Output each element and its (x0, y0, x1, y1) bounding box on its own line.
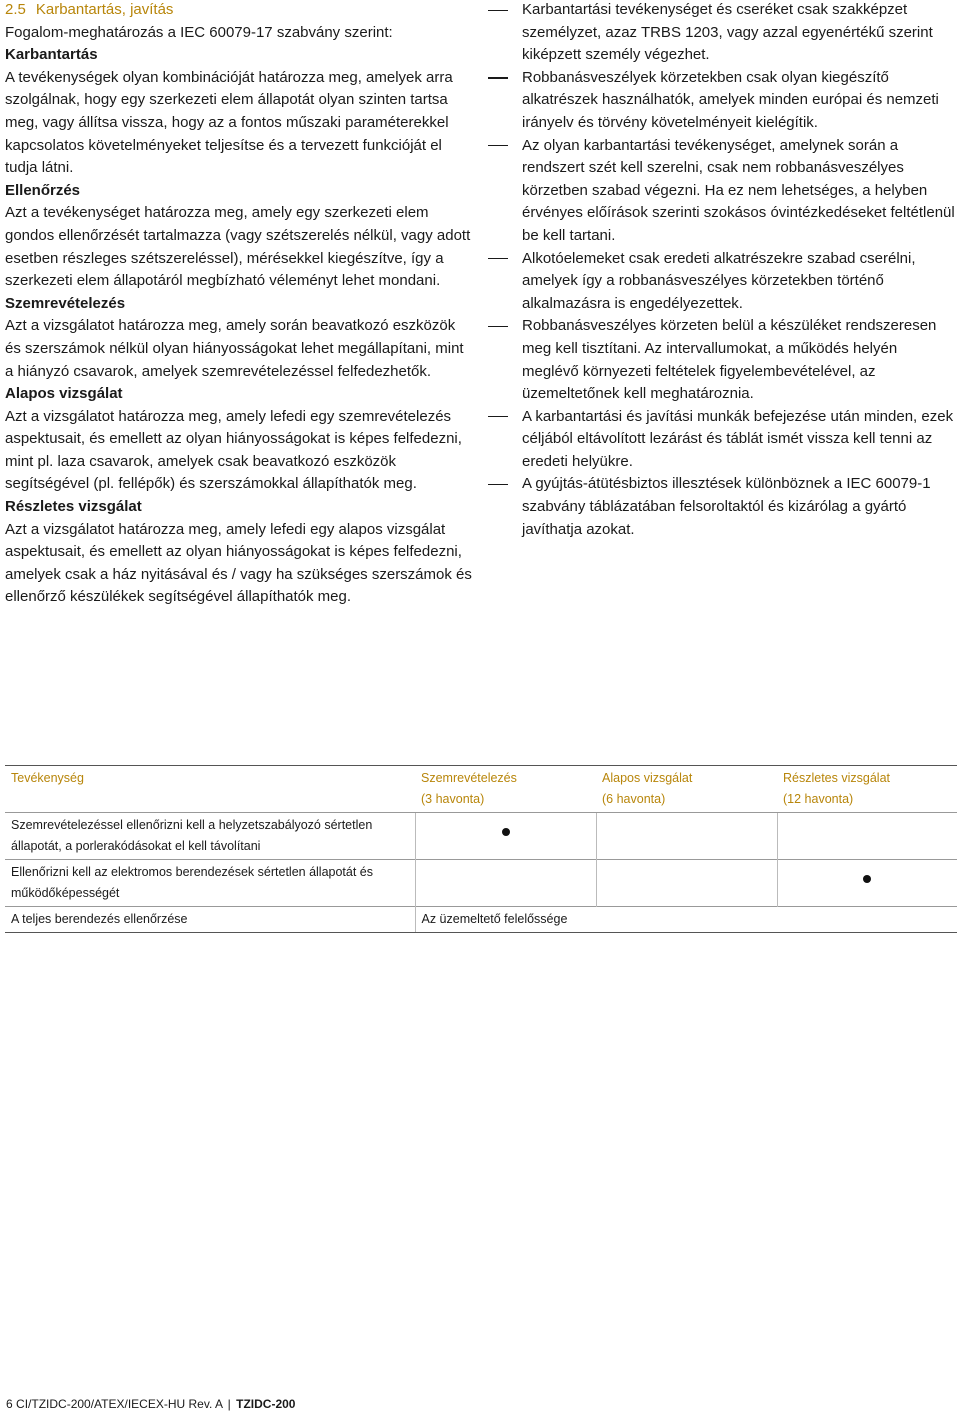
heading-karbantartas: Karbantartás (5, 46, 98, 64)
header-activity: Tevékenység (5, 766, 415, 813)
bullet-text: A karbantartási és javítási munkák befejezése után minden, ezek céljából eltávolított lezárást és táblát ismét vissza kell tenni az eredeti helyükre. (522, 407, 954, 470)
activity-cell: Ellenőrizni kell az elektromos berendezések sértetlen állapotát és működőképességét (5, 860, 415, 907)
responsibility-cell: Az üzemeltető felelőssége (415, 907, 957, 933)
mark-cell (596, 813, 777, 860)
maintenance-table (5, 765, 957, 933)
product-name: TZIDC-200 (236, 1397, 296, 1411)
bullet-text: Karbantartási tevékenységet és cseréket csak szakképzet személyzet, azaz TRBS 1203, vagy azzal egyenértékű szerint kiképzett személy végezhet. (522, 1, 933, 64)
heading-ellenorzes: Ellenőrzés (5, 181, 81, 199)
activity-cell: Szemrevételezéssel ellenőrizni kell a helyzetszabályozó sértetlen állapotát, a porlerakódásokat el kell távolítani (5, 813, 415, 860)
paragraph-szemrevetelezes: Azt a vizsgálatot határozza meg, amely során beavatkozó eszközök és szerszámok nélkül olyan hiányosságokat lehet megállapítani, mint a hiányzó csavarok, amelyek szemrevételezéssel felfedezhetők. (5, 317, 464, 380)
activity-cell: A teljes berendezés ellenőrzése (5, 907, 415, 933)
bullet-item (488, 67, 956, 135)
heading-reszletes-vizsgalat: Részletes vizsgálat (5, 498, 142, 516)
page-footer (6, 1396, 295, 1412)
dash-icon (488, 473, 522, 485)
header-visual-inspection: Szemrevételezés (3 havonta) (415, 766, 596, 813)
section-title-text: Karbantartás, javítás (35, 1, 174, 18)
mark-cell (596, 860, 777, 907)
bullet-item (488, 473, 956, 541)
table-row (5, 907, 957, 933)
page-number: 6 (6, 1397, 13, 1411)
paragraph-karbantartas: A tevékenységek olyan kombinációját határozza meg, amelyek arra szolgálnak, hogy egy szerkezeti elem állapotát olyan szinten tartsa meg, vagy állítsa vissza, hogy az a fontos műszaki paraméterekkel kapcsolatos követelményeket teljesítse és a tervezett funkcióját el tudja látni. (5, 68, 453, 177)
mark-cell (777, 813, 957, 860)
dash-icon (488, 406, 522, 418)
mark-cell (777, 860, 957, 907)
header-close-inspection: Alapos vizsgálat (6 havonta) (596, 766, 777, 813)
mark-cell (415, 860, 596, 907)
bullet-text: Alkotóelemeket csak eredeti alkatrészekre szabad cserélni, amelyek így a robbanásveszélyes körzetekben történő alkalmazásra is engedélyezettek. (522, 249, 916, 312)
left-column (5, 0, 475, 609)
dash-icon (488, 248, 522, 260)
dash-icon (488, 67, 522, 79)
paragraph-ellenorzes: Azt a tevékenységet határozza meg, amely egy szerkezeti elem gondos ellenőrzését tartalmazza (vagy szétszerelés nélkül, vagy adott esetben részleges szétszereléssel), mérésekkel kiegészítve, így a szerkezeti elem állapotáról megbízható véleményt lehet mondani. (5, 204, 471, 290)
bullet-dot-icon (863, 875, 871, 883)
dash-icon (488, 0, 522, 11)
document-id: CI/TZIDC-200/ATEX/IECEX-HU Rev. A (16, 1397, 223, 1411)
bullet-item (488, 0, 956, 67)
bullet-item (488, 315, 956, 405)
bullet-dot-icon (502, 828, 510, 836)
section-title (5, 0, 475, 22)
heading-szemrevetelezes: Szemrevételezés (5, 294, 126, 312)
header-detailed-inspection: Részletes vizsgálat (12 havonta) (777, 766, 957, 813)
paragraph-alapos-vizsgalat: Azt a vizsgálatot határozza meg, amely lefedi egy szemrevételezés aspektusait, és emellett az olyan hiányosságokat is képes felfedezni, mint pl. laza csavarok, amelyek csak beavatkozó eszközök segítségével (pl. fellépők) és szerszámokkal állapíthatók meg. (5, 407, 462, 493)
bullet-text: Az olyan karbantartási tevékenységet, amelynek során a rendszert szét kell szerelni, csak nem robbanásveszélyes körzetben szabad végezni. Ha ez nem lehetséges, a helyben érvényes előírások szerinti szokásos óvintézkedéseket feltétlenül be kell tartani. (522, 136, 955, 244)
bullet-item (488, 406, 956, 474)
dash-icon (488, 135, 522, 147)
bullet-item (488, 135, 956, 248)
paragraph-reszletes-vizsgalat: Azt a vizsgálatot határozza meg, amely lefedi egy alapos vizsgálat aspektusait, és emellett az olyan hiányosságokat is képes felfedezni, amelyek csak a ház nyitásával és / vagy ha szükséges szerszámok és ellenőrző készülékek segítségével állapíthatók meg. (5, 520, 472, 606)
footer-separator: | (227, 1397, 231, 1411)
bullet-text: Robbanásveszélyes körzeten belül a készüléket rendszeresen meg kell tisztítani. Az intervallumokat, a működés helyén meglévő környezeti feltételek figyelembevételével, az üzemeltetőnek kell meghatároznia. (522, 317, 937, 403)
section-number: 2.5 (5, 1, 26, 18)
bullet-item (488, 248, 956, 316)
right-column (488, 0, 956, 541)
bullet-text: A gyújtás-átütésbiztos illesztések különböznek a IEC 60079-1 szabvány táblázatában felsoroltaktól és kizárólag a gyártó javíthatja azokat. (522, 475, 931, 538)
table-row (5, 813, 957, 860)
dash-icon (488, 315, 522, 327)
mark-cell (415, 813, 596, 860)
table-header-row (5, 766, 957, 813)
intro-text: Fogalom-meghatározás a IEC 60079-17 szabvány szerint: (5, 23, 393, 41)
heading-alapos-vizsgalat: Alapos vizsgálat (5, 385, 123, 403)
bullet-text: Robbanásveszélyek körzetekben csak olyan kiegészítő alkatrészek használhatók, amelyek minden európai és nemzeti irányelv és törvény követelményeit kielégítik. (522, 68, 939, 131)
table-row (5, 860, 957, 907)
